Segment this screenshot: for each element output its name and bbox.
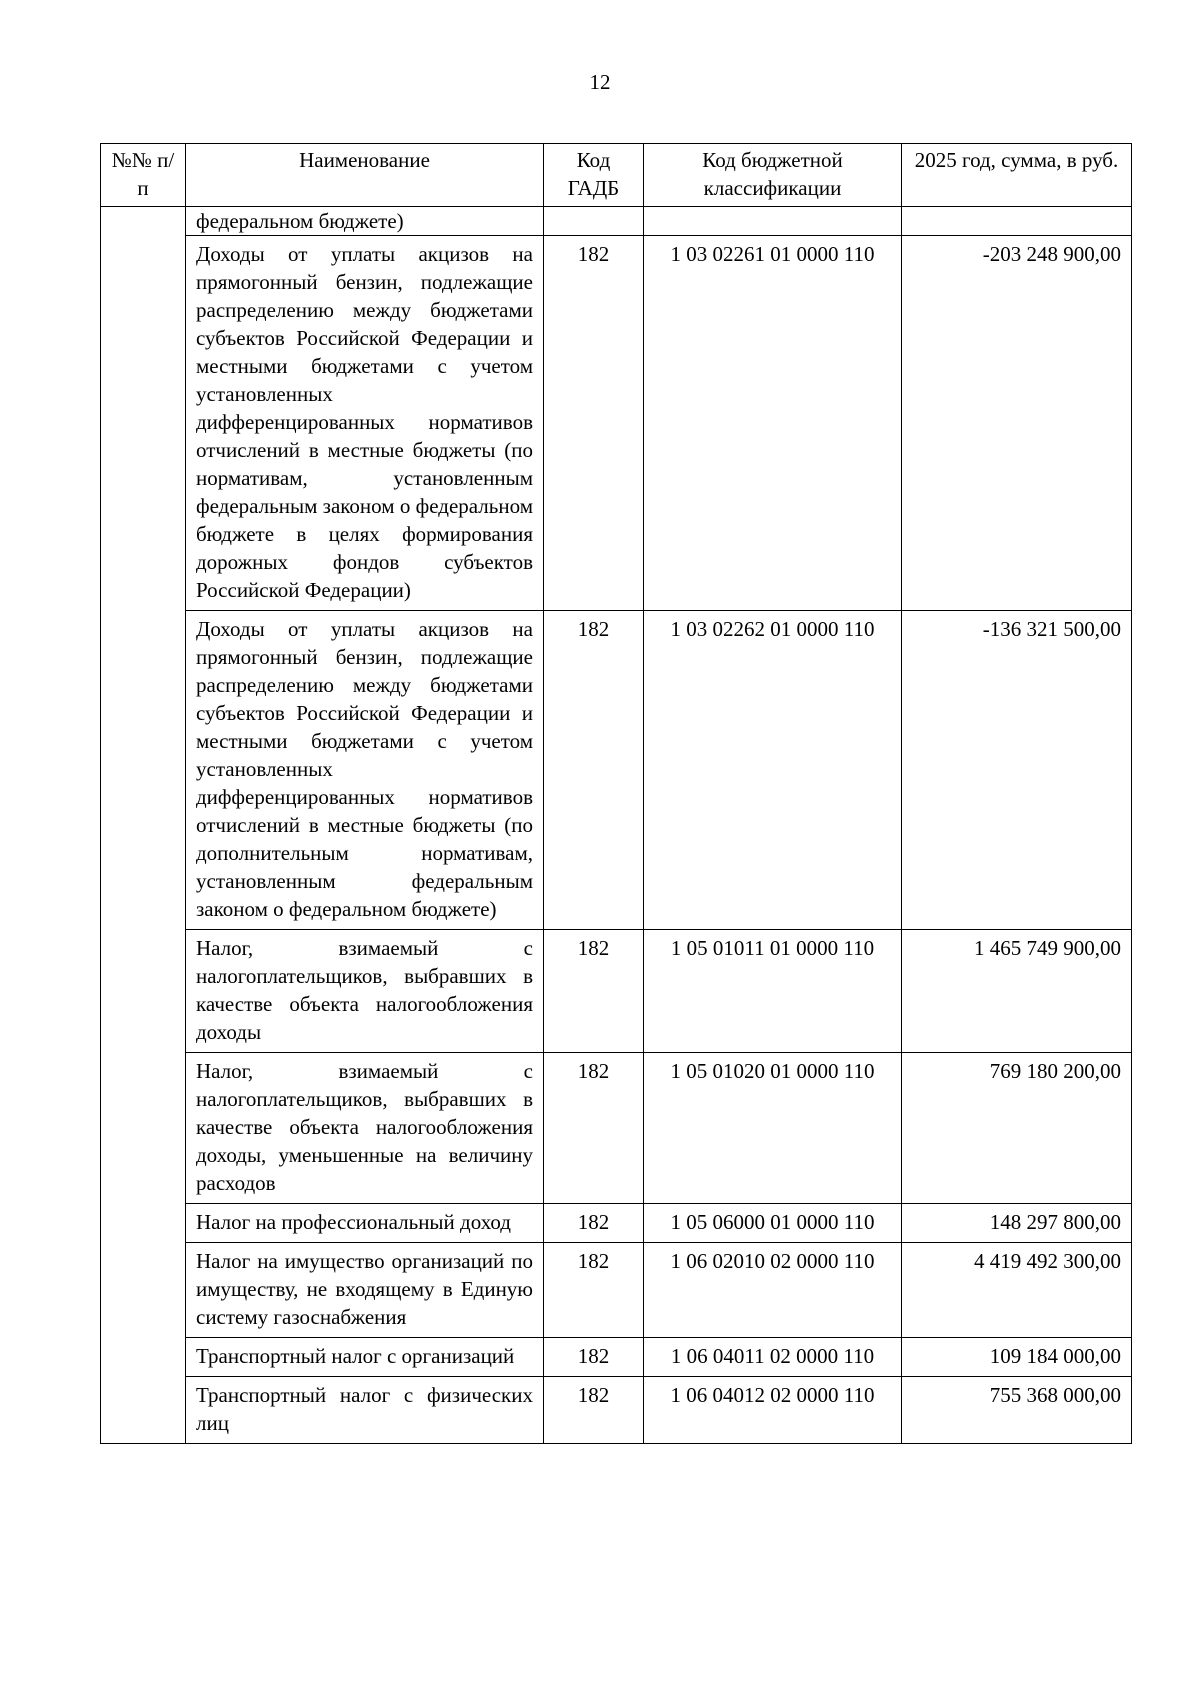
row-gadb: 182	[544, 1338, 644, 1377]
row-gadb: 182	[544, 611, 644, 930]
table-row	[101, 1338, 1132, 1377]
table-row	[101, 1053, 1132, 1204]
table-row	[101, 611, 1132, 930]
row-name: Доходы от уплаты акцизов на прямогонный бензин, подлежащие распределению между бюджетами субъектов Российской Федерации и местными бюджетами с учетом установленных дифференцированных нормативов отчислений в местные бюджеты (по дополнительным нормативам, установленным федеральным законом о федеральном бюджете)	[186, 611, 544, 930]
row-kbk: 1 06 04012 02 0000 110	[644, 1377, 902, 1444]
row-name: Транспортный налог с физических лиц	[186, 1377, 544, 1444]
table-row	[101, 1204, 1132, 1243]
row-sum: 769 180 200,00	[902, 1053, 1132, 1204]
row-sum: 148 297 800,00	[902, 1204, 1132, 1243]
row-name: Налог на имущество организаций по имуществу, не входящему в Единую систему газоснабжения	[186, 1243, 544, 1338]
row-gadb: 182	[544, 1204, 644, 1243]
table-row	[101, 236, 1132, 611]
row-name: Доходы от уплаты акцизов на прямогонный бензин, подлежащие распределению между бюджетами субъектов Российской Федерации и местными бюджетами с учетом установленных дифференцированных нормативов отчислений в местные бюджеты (по нормативам, установленным федеральным законом о федеральном бюджете в целях формирования дорожных фондов субъектов Российской Федерации)	[186, 236, 544, 611]
budget-revenue-table	[100, 143, 1132, 1444]
header-name: Наименование	[186, 144, 544, 207]
row-sum: 1 465 749 900,00	[902, 930, 1132, 1053]
row-kbk: 1 03 02261 01 0000 110	[644, 236, 902, 611]
header-gadb: Код ГАДБ	[544, 144, 644, 207]
table-row-continuation	[101, 207, 1132, 236]
header-sum: 2025 год, сумма, в руб.	[902, 144, 1132, 207]
row-kbk: 1 05 01020 01 0000 110	[644, 1053, 902, 1204]
row-kbk: 1 03 02262 01 0000 110	[644, 611, 902, 930]
row-gadb: 182	[544, 1243, 644, 1338]
row-sum: 109 184 000,00	[902, 1338, 1132, 1377]
row-kbk: 1 05 01011 01 0000 110	[644, 930, 902, 1053]
row-name: Транспортный налог с организаций	[186, 1338, 544, 1377]
row-sum: -136 321 500,00	[902, 611, 1132, 930]
row-gadb: 182	[544, 930, 644, 1053]
row-sum: -203 248 900,00	[902, 236, 1132, 611]
row-gadb: 182	[544, 236, 644, 611]
row-name: Налог, взимаемый с налогоплательщиков, выбравших в качестве объекта налогообложения доходы, уменьшенные на величину расходов	[186, 1053, 544, 1204]
table-row	[101, 930, 1132, 1053]
table-header-row	[101, 144, 1132, 207]
row-name: Налог, взимаемый с налогоплательщиков, выбравших в качестве объекта налогообложения доходы	[186, 930, 544, 1053]
row-name: Налог на профессиональный доход	[186, 1204, 544, 1243]
table-row	[101, 1377, 1132, 1444]
row-kbk: 1 06 04011 02 0000 110	[644, 1338, 902, 1377]
row-gadb: 182	[544, 1053, 644, 1204]
page-number: 12	[589, 70, 611, 94]
row-sum: 4 419 492 300,00	[902, 1243, 1132, 1338]
row-sum: 755 368 000,00	[902, 1377, 1132, 1444]
header-num: №№ п/п	[101, 144, 186, 207]
row-kbk: 1 06 02010 02 0000 110	[644, 1243, 902, 1338]
row-number-cell	[101, 207, 186, 1444]
table-row	[101, 1243, 1132, 1338]
row-kbk: 1 05 06000 01 0000 110	[644, 1204, 902, 1243]
continuation-text: федеральном бюджете)	[186, 207, 544, 236]
row-gadb: 182	[544, 1377, 644, 1444]
header-kbk: Код бюджетной классификации	[644, 144, 902, 207]
